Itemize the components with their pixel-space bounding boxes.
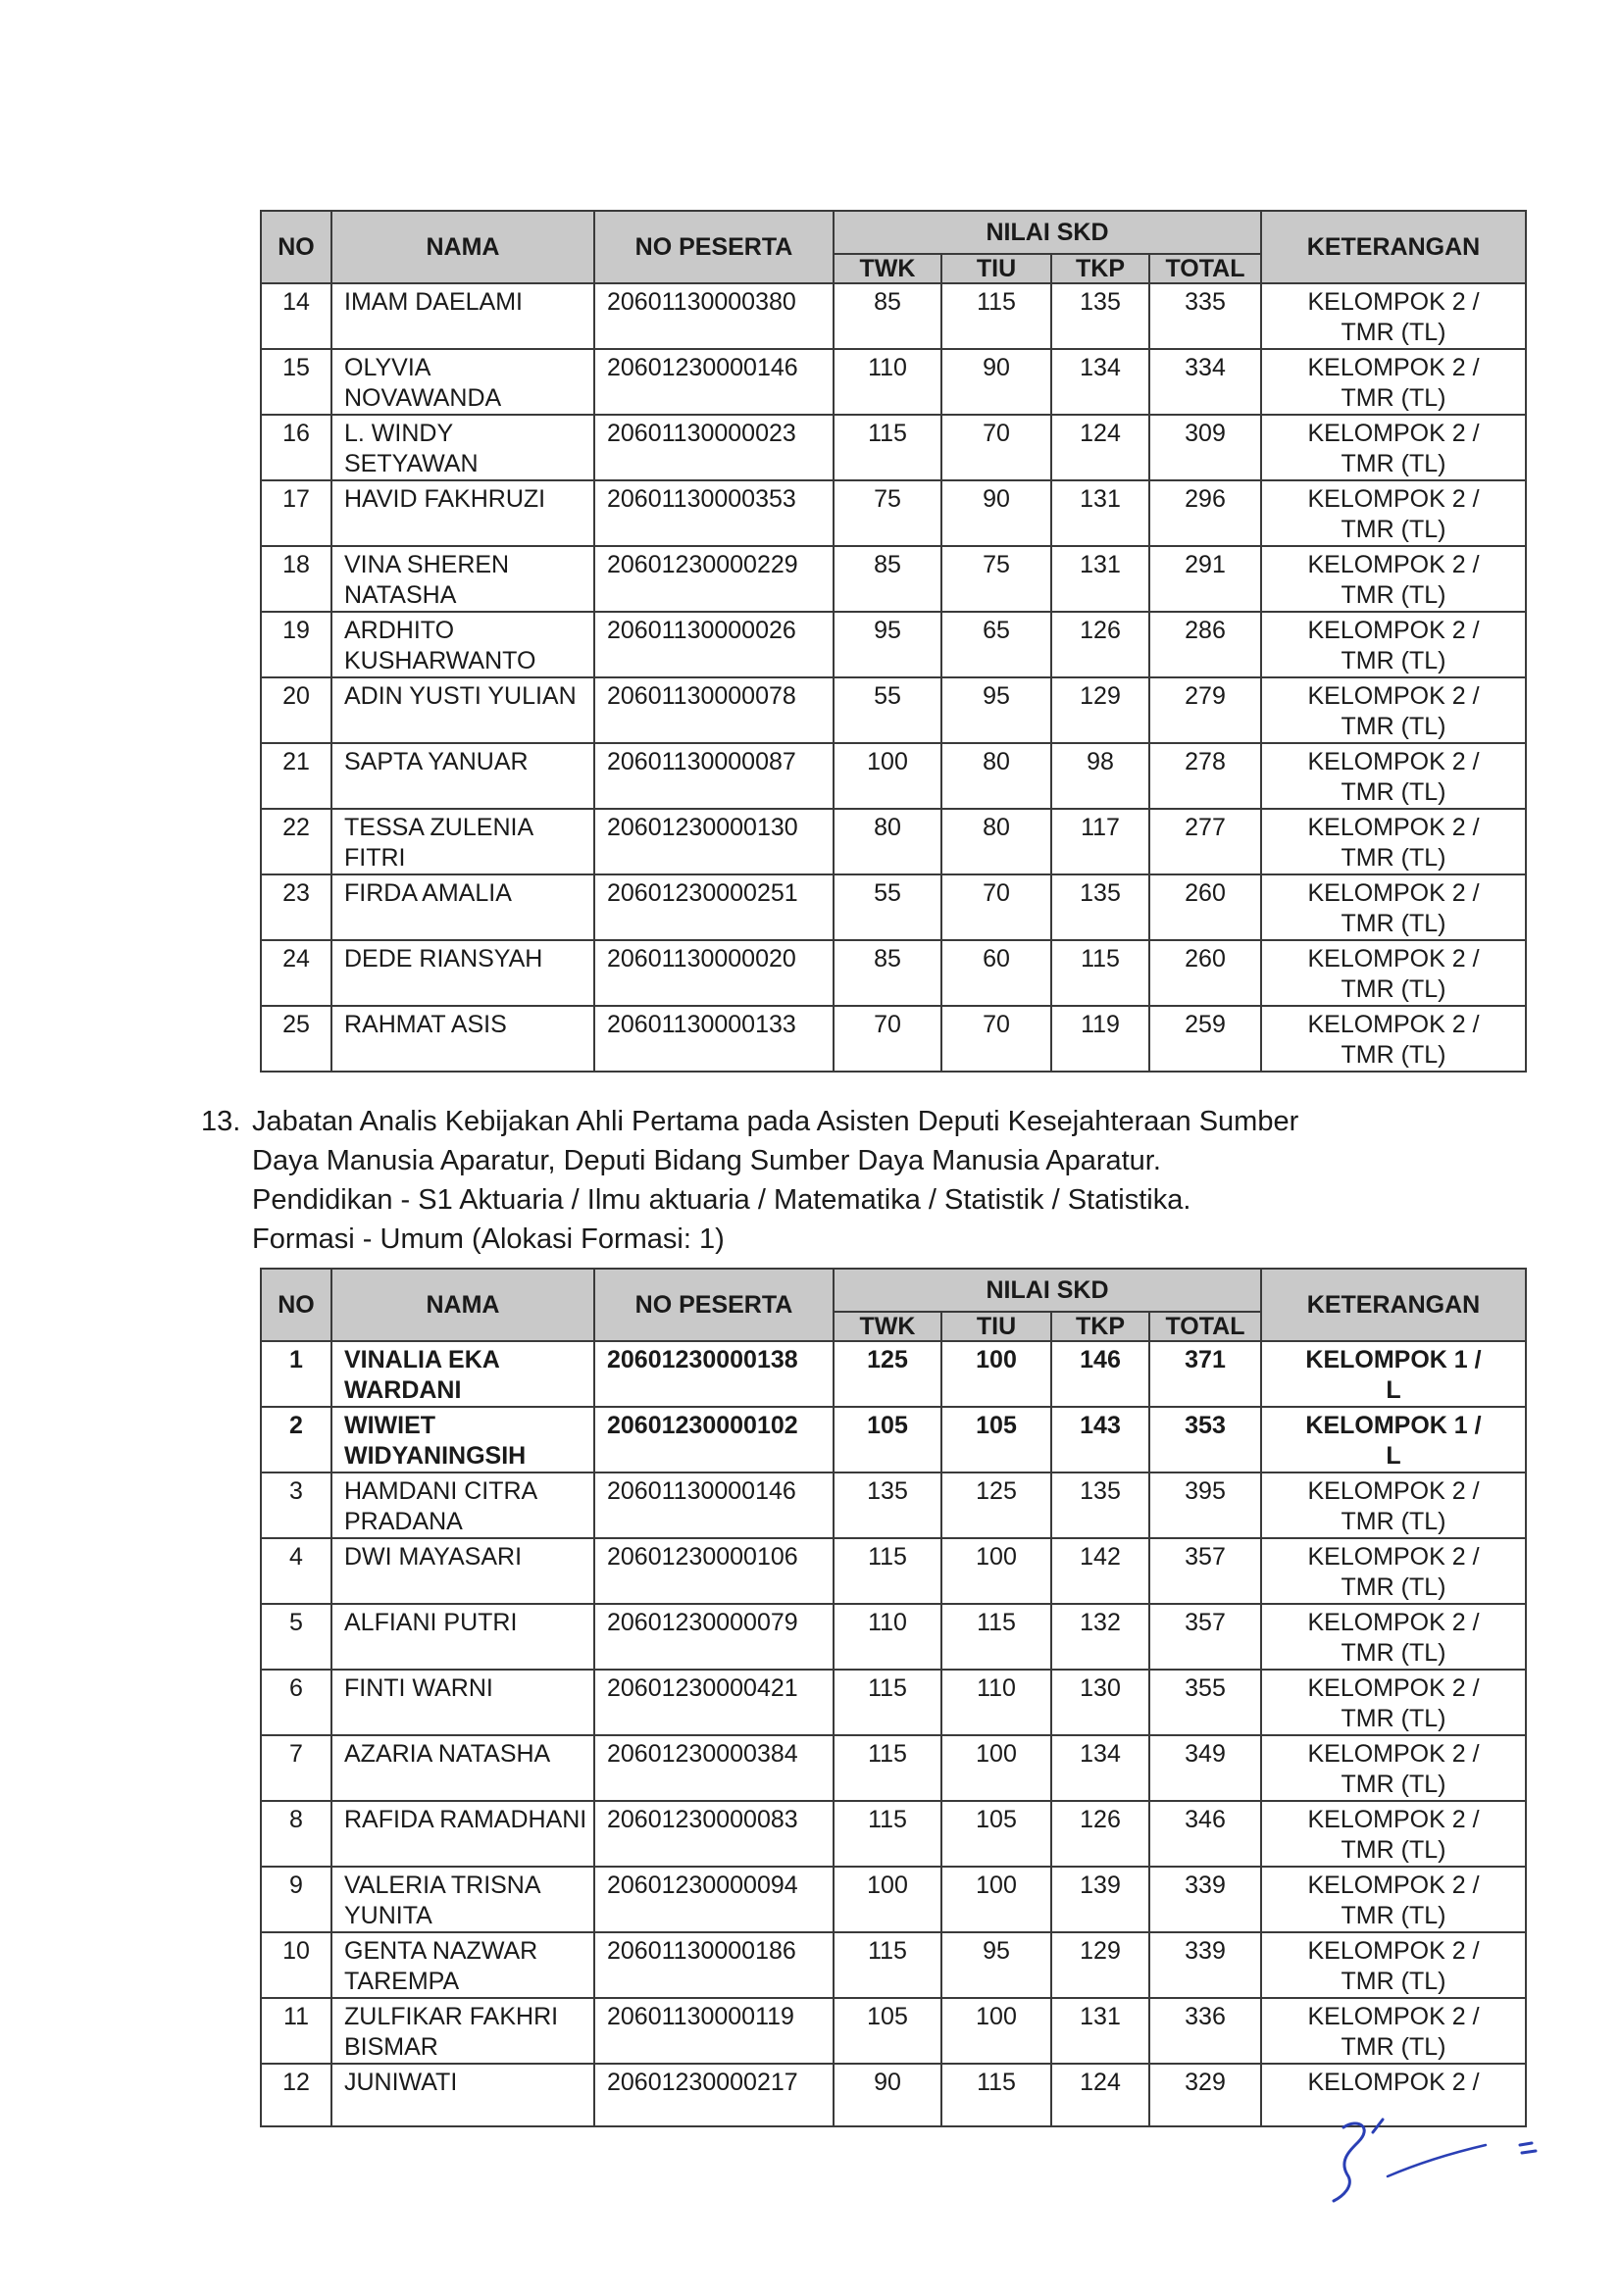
keterangan-cell <box>1261 940 1526 1006</box>
keterangan-line: L <box>1386 1442 1401 1470</box>
total-score-cell: 329 <box>1149 2064 1261 2126</box>
tkp-score-cell: 134 <box>1051 349 1149 415</box>
participant-number-cell: 20601230000130 <box>594 809 834 874</box>
section-line: Pendidikan - S1 Aktuaria / Ilmu aktuaria / Matematika / Statistik / Statistika. <box>252 1184 1191 1216</box>
participant-number-cell: 20601130000146 <box>594 1472 834 1538</box>
twk-score-cell: 85 <box>834 283 941 349</box>
participant-number-cell: 20601230000102 <box>594 1407 834 1472</box>
keterangan-line: KELOMPOK 1 / <box>1305 1412 1482 1439</box>
participant-name-cell: HAVID FAKHRUZI <box>331 480 594 546</box>
header-tiu: TIU <box>941 254 1051 283</box>
table-row <box>261 480 1526 546</box>
keterangan-cell <box>1261 1341 1526 1407</box>
tiu-score-cell: 90 <box>941 480 1051 546</box>
total-score-cell: 349 <box>1149 1735 1261 1801</box>
tiu-score-cell: 70 <box>941 1006 1051 1072</box>
row-number-cell: 1 <box>261 1341 331 1407</box>
keterangan-line: KELOMPOK 2 / <box>1307 551 1480 578</box>
twk-score-cell: 80 <box>834 809 941 874</box>
tiu-score-cell: 105 <box>941 1407 1051 1472</box>
total-score-cell: 334 <box>1149 349 1261 415</box>
participant-number-cell: 20601130000087 <box>594 743 834 809</box>
tkp-score-cell: 129 <box>1051 677 1149 743</box>
keterangan-line: KELOMPOK 2 / <box>1307 879 1480 907</box>
participant-number-cell: 20601130000353 <box>594 480 834 546</box>
tiu-score-cell: 70 <box>941 874 1051 940</box>
keterangan-cell <box>1261 283 1526 349</box>
tkp-score-cell: 135 <box>1051 283 1149 349</box>
tkp-score-cell: 143 <box>1051 1407 1149 1472</box>
keterangan-cell <box>1261 1998 1526 2064</box>
section-number: 13. <box>201 1106 241 1137</box>
table-row <box>261 546 1526 612</box>
table-row <box>261 743 1526 809</box>
twk-score-cell: 115 <box>834 415 941 480</box>
twk-score-cell: 125 <box>834 1341 941 1407</box>
participant-name-cell: WIWIET WIDYANINGSIH <box>331 1407 594 1472</box>
tiu-score-cell: 115 <box>941 2064 1051 2126</box>
keterangan-line: TMR (TL) <box>1341 910 1446 937</box>
participant-number-cell: 20601230000094 <box>594 1867 834 1932</box>
keterangan-cell <box>1261 349 1526 415</box>
table-row <box>261 349 1526 415</box>
participant-number-cell: 20601230000079 <box>594 1604 834 1670</box>
participant-number-cell: 20601230000138 <box>594 1341 834 1407</box>
twk-score-cell: 90 <box>834 2064 941 2126</box>
row-number-cell: 25 <box>261 1006 331 1072</box>
participant-name-cell: OLYVIA NOVAWANDA <box>331 349 594 415</box>
header-no-peserta: NO PESERTA <box>594 1269 834 1341</box>
tiu-score-cell: 125 <box>941 1472 1051 1538</box>
row-number-cell: 6 <box>261 1670 331 1735</box>
tkp-score-cell: 139 <box>1051 1867 1149 1932</box>
row-number-cell: 24 <box>261 940 331 1006</box>
participant-number-cell: 20601130000023 <box>594 415 834 480</box>
participant-name-cell: ADIN YUSTI YULIAN <box>331 677 594 743</box>
keterangan-line: TMR (TL) <box>1341 647 1446 674</box>
keterangan-cell <box>1261 1801 1526 1867</box>
header-tkp: TKP <box>1051 1312 1149 1341</box>
tkp-score-cell: 131 <box>1051 1998 1149 2064</box>
tiu-score-cell: 80 <box>941 809 1051 874</box>
keterangan-line: KELOMPOK 2 / <box>1307 1011 1480 1038</box>
keterangan-line: TMR (TL) <box>1341 1508 1446 1535</box>
table-row <box>261 1407 1526 1472</box>
table-body <box>261 283 1526 1072</box>
total-score-cell: 353 <box>1149 1407 1261 1472</box>
keterangan-line: TMR (TL) <box>1341 2033 1446 2061</box>
keterangan-line: TMR (TL) <box>1341 778 1446 806</box>
keterangan-line: TMR (TL) <box>1341 581 1446 609</box>
row-number-cell: 7 <box>261 1735 331 1801</box>
header-twk: TWK <box>834 1312 941 1341</box>
total-score-cell: 286 <box>1149 612 1261 677</box>
tkp-score-cell: 132 <box>1051 1604 1149 1670</box>
keterangan-cell <box>1261 1735 1526 1801</box>
participant-name-cell: ALFIANI PUTRI <box>331 1604 594 1670</box>
keterangan-line: KELOMPOK 2 / <box>1307 1806 1480 1833</box>
table-row <box>261 809 1526 874</box>
table-row <box>261 1472 1526 1538</box>
total-score-cell: 309 <box>1149 415 1261 480</box>
row-number-cell: 14 <box>261 283 331 349</box>
tkp-score-cell: 124 <box>1051 2064 1149 2126</box>
keterangan-line: KELOMPOK 2 / <box>1307 748 1480 775</box>
participant-name-cell: SAPTA YANUAR <box>331 743 594 809</box>
results-table-1 <box>260 210 1527 1073</box>
twk-score-cell: 115 <box>834 1735 941 1801</box>
total-score-cell: 279 <box>1149 677 1261 743</box>
tkp-score-cell: 130 <box>1051 1670 1149 1735</box>
keterangan-line: KELOMPOK 2 / <box>1307 485 1480 513</box>
table-row <box>261 1998 1526 2064</box>
tkp-score-cell: 135 <box>1051 874 1149 940</box>
tkp-score-cell: 134 <box>1051 1735 1149 1801</box>
keterangan-line: TMR (TL) <box>1341 1968 1446 1995</box>
section-13-heading <box>201 1102 1466 1259</box>
table-row <box>261 940 1526 1006</box>
header-nilai-skd: NILAI SKD <box>834 211 1261 254</box>
row-number-cell: 2 <box>261 1407 331 1472</box>
keterangan-line: KELOMPOK 2 / <box>1307 1740 1480 1768</box>
header-keterangan: KETERANGAN <box>1261 1269 1526 1341</box>
header-nilai-skd: NILAI SKD <box>834 1269 1261 1312</box>
header-total: TOTAL <box>1149 254 1261 283</box>
row-number-cell: 16 <box>261 415 331 480</box>
header-twk: TWK <box>834 254 941 283</box>
tkp-score-cell: 126 <box>1051 1801 1149 1867</box>
participant-name-cell: VALERIA TRISNA YUNITA <box>331 1867 594 1932</box>
participant-name-cell: L. WINDY SETYAWAN <box>331 415 594 480</box>
participant-number-cell: 20601130000119 <box>594 1998 834 2064</box>
tiu-score-cell: 100 <box>941 1735 1051 1801</box>
twk-score-cell: 115 <box>834 1801 941 1867</box>
row-number-cell: 20 <box>261 677 331 743</box>
keterangan-line: KELOMPOK 2 / <box>1307 1674 1480 1702</box>
tiu-score-cell: 100 <box>941 1998 1051 2064</box>
keterangan-line: TMR (TL) <box>1341 844 1446 872</box>
table-row <box>261 1006 1526 1072</box>
table-row <box>261 415 1526 480</box>
row-number-cell: 9 <box>261 1867 331 1932</box>
keterangan-line: KELOMPOK 2 / <box>1307 682 1480 710</box>
participant-number-cell: 20601130000078 <box>594 677 834 743</box>
tkp-score-cell: 142 <box>1051 1538 1149 1604</box>
participant-number-cell: 20601130000186 <box>594 1932 834 1998</box>
total-score-cell: 259 <box>1149 1006 1261 1072</box>
tiu-score-cell: 95 <box>941 1932 1051 1998</box>
table-row <box>261 677 1526 743</box>
keterangan-cell <box>1261 1932 1526 1998</box>
participant-number-cell: 20601130000026 <box>594 612 834 677</box>
keterangan-line: TMR (TL) <box>1341 713 1446 740</box>
keterangan-line: TMR (TL) <box>1341 450 1446 477</box>
participant-name-cell: ARDHITO KUSHARWANTO <box>331 612 594 677</box>
keterangan-line: TMR (TL) <box>1341 1836 1446 1864</box>
participant-number-cell: 20601230000421 <box>594 1670 834 1735</box>
total-score-cell: 278 <box>1149 743 1261 809</box>
keterangan-line: TMR (TL) <box>1341 975 1446 1003</box>
table-row <box>261 1604 1526 1670</box>
keterangan-line: KELOMPOK 2 / <box>1307 1609 1480 1636</box>
keterangan-line: KELOMPOK 2 / <box>1307 354 1480 381</box>
tkp-score-cell: 124 <box>1051 415 1149 480</box>
participant-name-cell: JUNIWATI <box>331 2064 594 2126</box>
twk-score-cell: 85 <box>834 940 941 1006</box>
participant-name-cell: VINA SHEREN NATASHA <box>331 546 594 612</box>
keterangan-line: TMR (TL) <box>1341 1705 1446 1732</box>
section-line: Daya Manusia Aparatur, Deputi Bidang Sumber Daya Manusia Aparatur. <box>252 1145 1161 1176</box>
keterangan-cell <box>1261 1538 1526 1604</box>
participant-number-cell: 20601130000133 <box>594 1006 834 1072</box>
keterangan-line: KELOMPOK 2 / <box>1307 1543 1480 1571</box>
tiu-score-cell: 115 <box>941 283 1051 349</box>
table-row <box>261 612 1526 677</box>
twk-score-cell: 105 <box>834 1998 941 2064</box>
keterangan-cell <box>1261 677 1526 743</box>
tiu-score-cell: 60 <box>941 940 1051 1006</box>
header-no-peserta: NO PESERTA <box>594 211 834 283</box>
keterangan-line: TMR (TL) <box>1341 516 1446 543</box>
total-score-cell: 260 <box>1149 874 1261 940</box>
keterangan-line: KELOMPOK 1 / <box>1305 1346 1482 1373</box>
table-row <box>261 283 1526 349</box>
table-row <box>261 1932 1526 1998</box>
total-score-cell: 395 <box>1149 1472 1261 1538</box>
twk-score-cell: 100 <box>834 1867 941 1932</box>
keterangan-line: TMR (TL) <box>1341 1639 1446 1667</box>
row-number-cell: 12 <box>261 2064 331 2126</box>
participant-name-cell: FINTI WARNI <box>331 1670 594 1735</box>
keterangan-cell <box>1261 546 1526 612</box>
keterangan-cell <box>1261 1006 1526 1072</box>
row-number-cell: 22 <box>261 809 331 874</box>
total-score-cell: 335 <box>1149 283 1261 349</box>
participant-name-cell: VINALIA EKA WARDANI <box>331 1341 594 1407</box>
tiu-score-cell: 70 <box>941 415 1051 480</box>
header-nama: NAMA <box>331 211 594 283</box>
total-score-cell: 296 <box>1149 480 1261 546</box>
participant-number-cell: 20601130000020 <box>594 940 834 1006</box>
row-number-cell: 18 <box>261 546 331 612</box>
tiu-score-cell: 105 <box>941 1801 1051 1867</box>
participant-name-cell: FIRDA AMALIA <box>331 874 594 940</box>
participant-number-cell: 20601230000083 <box>594 1801 834 1867</box>
keterangan-line: KELOMPOK 2 / <box>1307 1872 1480 1899</box>
table-body <box>261 1341 1526 2126</box>
section-line: Jabatan Analis Kebijakan Ahli Pertama pada Asisten Deputi Kesejahteraan Sumber <box>252 1106 1299 1137</box>
tiu-score-cell: 100 <box>941 1867 1051 1932</box>
header-tkp: TKP <box>1051 254 1149 283</box>
keterangan-cell <box>1261 874 1526 940</box>
tiu-score-cell: 80 <box>941 743 1051 809</box>
header-keterangan: KETERANGAN <box>1261 211 1526 283</box>
row-number-cell: 21 <box>261 743 331 809</box>
participant-number-cell: 20601230000251 <box>594 874 834 940</box>
tkp-score-cell: 131 <box>1051 546 1149 612</box>
twk-score-cell: 100 <box>834 743 941 809</box>
total-score-cell: 339 <box>1149 1867 1261 1932</box>
tiu-score-cell: 100 <box>941 1341 1051 1407</box>
row-number-cell: 15 <box>261 349 331 415</box>
table-row <box>261 874 1526 940</box>
twk-score-cell: 85 <box>834 546 941 612</box>
keterangan-cell <box>1261 1407 1526 1472</box>
keterangan-cell <box>1261 1472 1526 1538</box>
keterangan-line: TMR (TL) <box>1341 384 1446 412</box>
participant-number-cell: 20601230000217 <box>594 2064 834 2126</box>
keterangan-line: KELOMPOK 2 / <box>1307 814 1480 841</box>
keterangan-line: KELOMPOK 2 / <box>1307 617 1480 644</box>
tkp-score-cell: 146 <box>1051 1341 1149 1407</box>
total-score-cell: 355 <box>1149 1670 1261 1735</box>
tkp-score-cell: 135 <box>1051 1472 1149 1538</box>
row-number-cell: 10 <box>261 1932 331 1998</box>
total-score-cell: 260 <box>1149 940 1261 1006</box>
participant-name-cell: GENTA NAZWAR TAREMPA <box>331 1932 594 1998</box>
tiu-score-cell: 90 <box>941 349 1051 415</box>
tiu-score-cell: 110 <box>941 1670 1051 1735</box>
keterangan-line: KELOMPOK 2 / <box>1307 1937 1480 1965</box>
table-row <box>261 1341 1526 1407</box>
keterangan-line: KELOMPOK 2 / <box>1307 1477 1480 1505</box>
row-number-cell: 17 <box>261 480 331 546</box>
keterangan-line: KELOMPOK 2 / <box>1307 420 1480 447</box>
table-row <box>261 1735 1526 1801</box>
participant-number-cell: 20601130000380 <box>594 283 834 349</box>
tkp-score-cell: 119 <box>1051 1006 1149 1072</box>
header-total: TOTAL <box>1149 1312 1261 1341</box>
twk-score-cell: 110 <box>834 349 941 415</box>
total-score-cell: 336 <box>1149 1998 1261 2064</box>
keterangan-line: TMR (TL) <box>1341 319 1446 346</box>
results-table-2 <box>260 1268 1527 2127</box>
keterangan-cell <box>1261 480 1526 546</box>
header-no: NO <box>261 1269 331 1341</box>
table-row <box>261 1670 1526 1735</box>
twk-score-cell: 115 <box>834 1538 941 1604</box>
header-tiu: TIU <box>941 1312 1051 1341</box>
twk-score-cell: 110 <box>834 1604 941 1670</box>
tkp-score-cell: 126 <box>1051 612 1149 677</box>
total-score-cell: 357 <box>1149 1538 1261 1604</box>
participant-name-cell: IMAM DAELAMI <box>331 283 594 349</box>
keterangan-line: L <box>1386 1376 1401 1404</box>
tiu-score-cell: 75 <box>941 546 1051 612</box>
tkp-score-cell: 98 <box>1051 743 1149 809</box>
row-number-cell: 19 <box>261 612 331 677</box>
participant-number-cell: 20601230000384 <box>594 1735 834 1801</box>
participant-name-cell: RAHMAT ASIS <box>331 1006 594 1072</box>
table-row <box>261 1801 1526 1867</box>
total-score-cell: 346 <box>1149 1801 1261 1867</box>
participant-number-cell: 20601230000229 <box>594 546 834 612</box>
keterangan-line: TMR (TL) <box>1341 1771 1446 1798</box>
participant-name-cell: AZARIA NATASHA <box>331 1735 594 1801</box>
table-row <box>261 1538 1526 1604</box>
total-score-cell: 291 <box>1149 546 1261 612</box>
section-line: Formasi - Umum (Alokasi Formasi: 1) <box>252 1223 725 1255</box>
keterangan-line: TMR (TL) <box>1341 1902 1446 1929</box>
keterangan-line: TMR (TL) <box>1341 1573 1446 1601</box>
tkp-score-cell: 131 <box>1051 480 1149 546</box>
keterangan-cell <box>1261 809 1526 874</box>
keterangan-cell <box>1261 1604 1526 1670</box>
keterangan-line: KELOMPOK 2 / <box>1307 288 1480 316</box>
participant-name-cell: DEDE RIANSYAH <box>331 940 594 1006</box>
keterangan-line: TMR (TL) <box>1341 1041 1446 1069</box>
twk-score-cell: 115 <box>834 1670 941 1735</box>
tkp-score-cell: 115 <box>1051 940 1149 1006</box>
twk-score-cell: 105 <box>834 1407 941 1472</box>
total-score-cell: 277 <box>1149 809 1261 874</box>
keterangan-line: KELOMPOK 2 / <box>1307 945 1480 973</box>
twk-score-cell: 70 <box>834 1006 941 1072</box>
keterangan-cell <box>1261 743 1526 809</box>
tiu-score-cell: 65 <box>941 612 1051 677</box>
table-row <box>261 1867 1526 1932</box>
header-no: NO <box>261 211 331 283</box>
tiu-score-cell: 115 <box>941 1604 1051 1670</box>
participant-name-cell: HAMDANI CITRA PRADANA <box>331 1472 594 1538</box>
participant-number-cell: 20601230000106 <box>594 1538 834 1604</box>
row-number-cell: 5 <box>261 1604 331 1670</box>
twk-score-cell: 75 <box>834 480 941 546</box>
twk-score-cell: 115 <box>834 1932 941 1998</box>
total-score-cell: 371 <box>1149 1341 1261 1407</box>
row-number-cell: 8 <box>261 1801 331 1867</box>
keterangan-cell <box>1261 1670 1526 1735</box>
row-number-cell: 4 <box>261 1538 331 1604</box>
participant-name-cell: DWI MAYASARI <box>331 1538 594 1604</box>
participant-name-cell: RAFIDA RAMADHANI <box>331 1801 594 1867</box>
twk-score-cell: 55 <box>834 677 941 743</box>
participant-name-cell: ZULFIKAR FAKHRI BISMAR <box>331 1998 594 2064</box>
twk-score-cell: 135 <box>834 1472 941 1538</box>
keterangan-cell <box>1261 415 1526 480</box>
keterangan-line: KELOMPOK 2 / <box>1307 2003 1480 2030</box>
tiu-score-cell: 100 <box>941 1538 1051 1604</box>
participant-number-cell: 20601230000146 <box>594 349 834 415</box>
header-nama: NAMA <box>331 1269 594 1341</box>
total-score-cell: 357 <box>1149 1604 1261 1670</box>
twk-score-cell: 55 <box>834 874 941 940</box>
participant-name-cell: TESSA ZULENIA FITRI <box>331 809 594 874</box>
tkp-score-cell: 117 <box>1051 809 1149 874</box>
keterangan-cell <box>1261 612 1526 677</box>
tiu-score-cell: 95 <box>941 677 1051 743</box>
keterangan-cell <box>1261 1867 1526 1932</box>
tkp-score-cell: 129 <box>1051 1932 1149 1998</box>
row-number-cell: 3 <box>261 1472 331 1538</box>
keterangan-line: KELOMPOK 2 / <box>1307 2069 1480 2096</box>
signature-scribble-icon <box>1304 2108 1559 2206</box>
total-score-cell: 339 <box>1149 1932 1261 1998</box>
row-number-cell: 11 <box>261 1998 331 2064</box>
row-number-cell: 23 <box>261 874 331 940</box>
twk-score-cell: 95 <box>834 612 941 677</box>
